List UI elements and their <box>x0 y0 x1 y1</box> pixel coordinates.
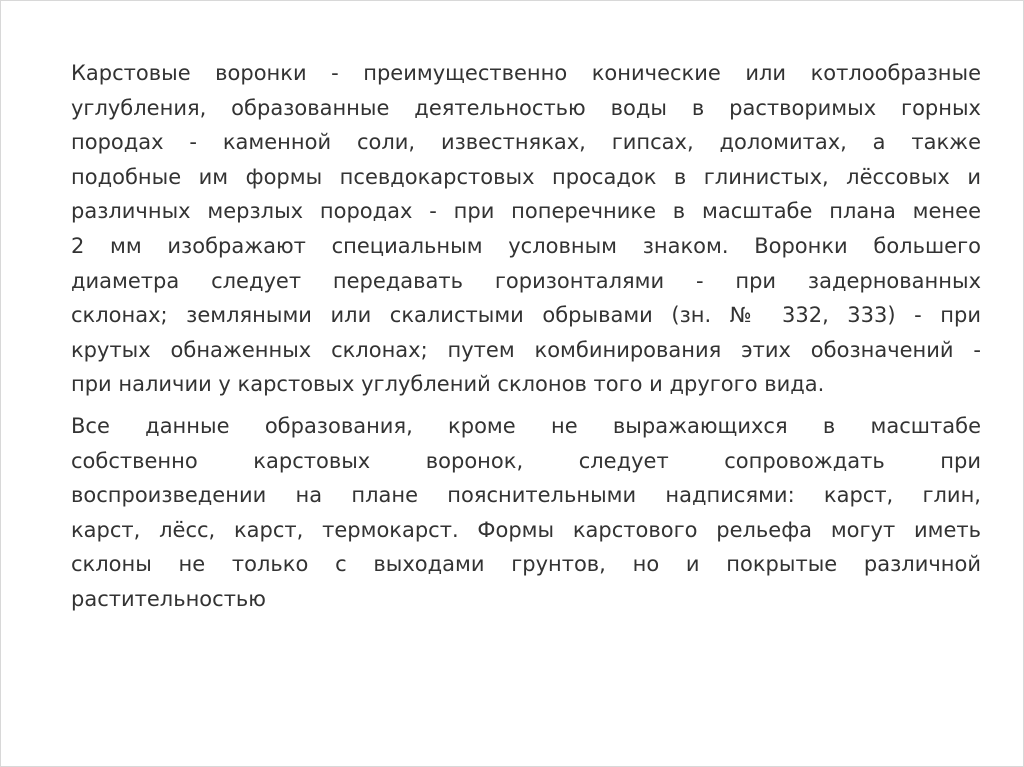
text-line: воспроизведении на плане пояснительными надписями: карст, глин, <box>71 483 981 508</box>
paragraph-karst-funnels <box>71 56 981 402</box>
text-line: Все данные образования, кроме не выражающихся в масштабе <box>71 413 981 438</box>
text-line: подобные им формы псевдокарстовых просадок в глинистых, лёссовых и <box>71 164 981 189</box>
text-line: растительностью <box>71 586 266 611</box>
text-line: склоны не только с выходами грунтов, но и покрытые различной <box>71 552 981 577</box>
text-line: Карстовые воронки - преимущественно конические или котлообразные <box>71 61 981 85</box>
text-line: различных мерзлых породах - при поперечнике в масштабе плана менее <box>71 199 981 224</box>
text-line: карст, лёсс, карст, термокарст. Формы карстового рельефа могут иметь <box>71 517 981 542</box>
text-line: 2 мм изображают специальным условным знаком. Воронки большего <box>71 233 981 258</box>
text-line: склонах; земляными или скалистыми обрывами (зн. № 332, 333) - при <box>71 303 981 328</box>
text-line: углубления, образованные деятельностью воды в растворимых горных <box>71 95 981 120</box>
text-line: породах - каменной соли, известняках, гипсах, доломитах, а также <box>71 130 981 155</box>
text-line: при наличии у карстовых углублений склонов того и другого вида. <box>71 372 825 397</box>
text-line: крутых обнаженных склонах; путем комбинирования этих обозначений - <box>71 337 981 362</box>
text-body <box>71 56 981 617</box>
paragraph-karst-labels <box>71 409 981 617</box>
text-line: диаметра следует передавать горизонталями - при задернованных <box>71 268 981 293</box>
text-line: собственно карстовых воронок, следует сопровождать при <box>71 448 981 473</box>
